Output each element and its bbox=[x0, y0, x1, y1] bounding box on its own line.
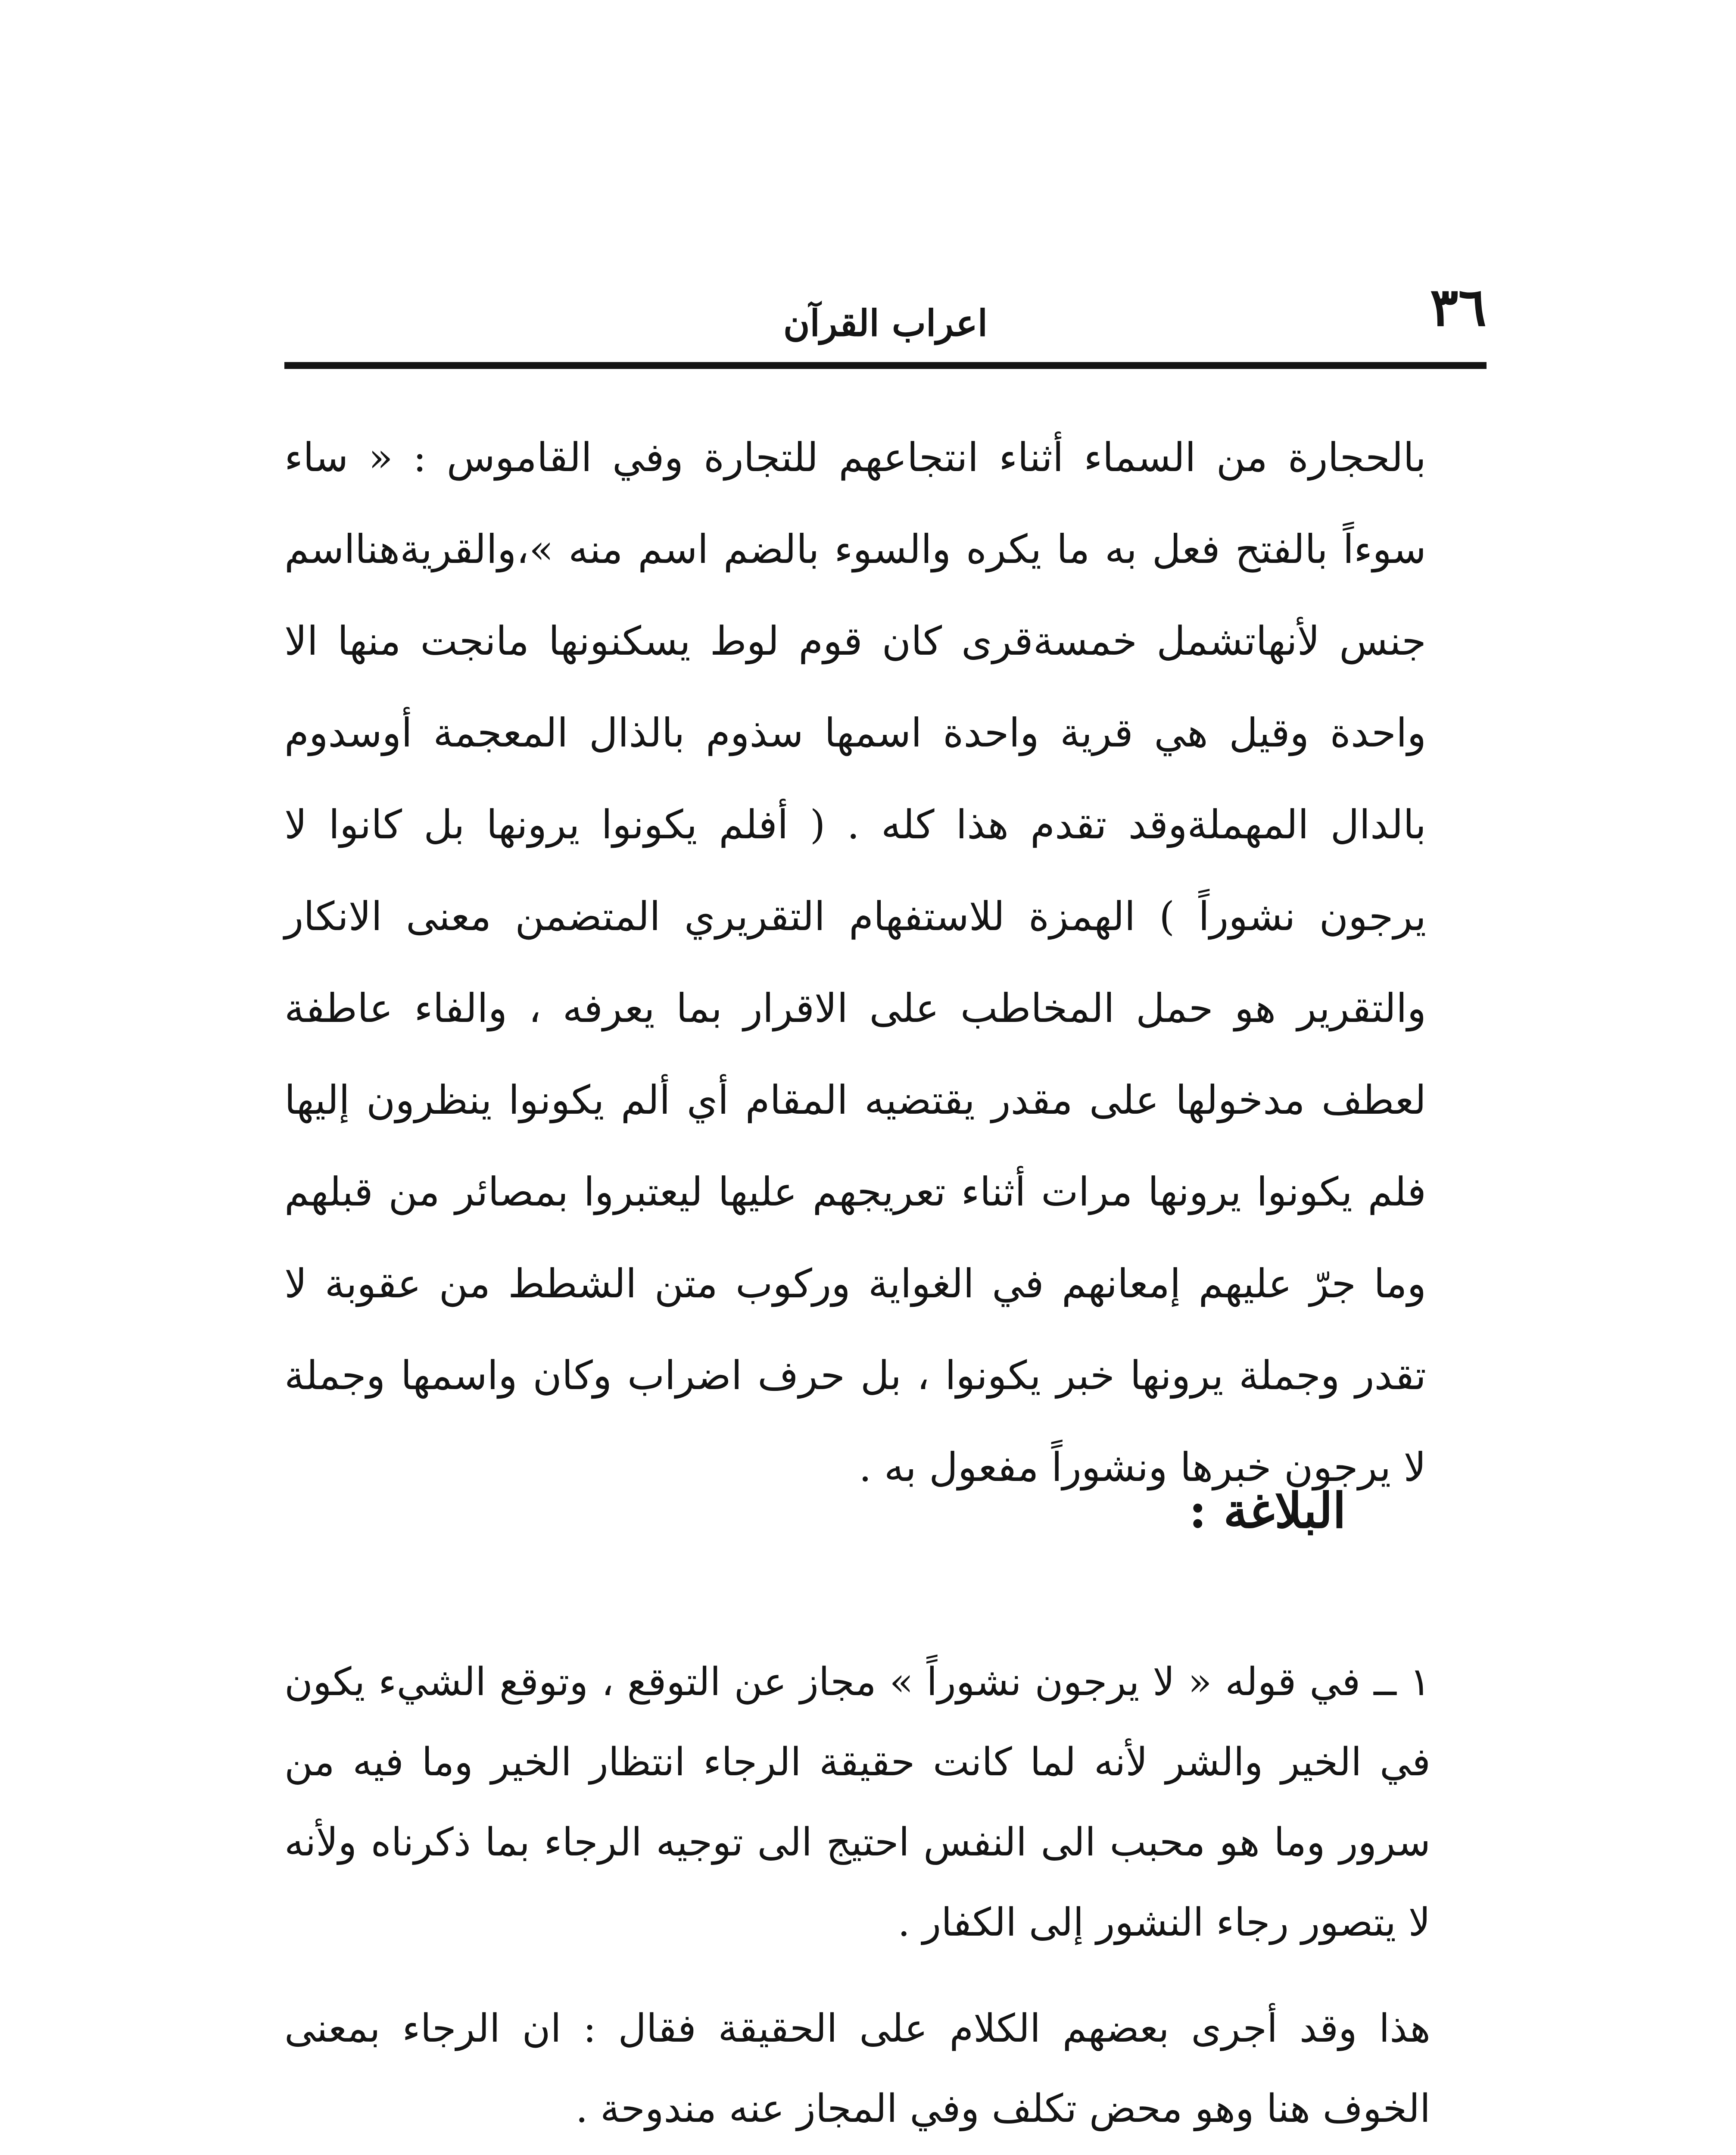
main-text-block bbox=[284, 412, 1426, 1513]
page-header bbox=[284, 259, 1487, 371]
section-heading: البلاغة : bbox=[1189, 1483, 1346, 1539]
page-number: ٣٦ bbox=[1430, 276, 1487, 338]
main-paragraph: بالحجارة من السماء أثناء انتجاعهم للتجارة وفي القاموس : « ساء سوءاً بالفتح فعل به ما يكره والسوء بالضم اسم منه »،والقريةهنااسم جنس لأنهاتشمل خمسةقرى كان قوم لوط يسكنونها مانجت منها الا واحدة وقيل هي قرية واحدة اسمها سذوم بالذال المعجمة أوسدوم بالدال المهملةوقد تقدم هذا كله . ( أفلم يكونوا يرونها بل كانوا لا يرجون نشوراً ) الهمزة للاستفهام التقريري المتضمن معنى الانكار والتقرير هو حمل المخاطب على الاقرار بما يعرفه ، والفاء عاطفة لعطف مدخولها على مقدر يقتضيه المقام أي ألم يكونوا ينظرون إليها فلم يكونوا يرونها مرات أثناء تعريجهم عليها ليعتبروا بمصائر من قبلهم وما جرّ عليهم إمعانهم في الغواية وركوب متن الشطط من عقوبة لا تقدر وجملة يرونها خبر يكونوا ، بل حرف اضراب وكان واسمها وجملة لا يرجون خبرها ونشوراً مفعول به . bbox=[284, 434, 1426, 1490]
rhetoric-item-1: ١ ــ في قوله « لا يرجون نشوراً » مجاز عن التوقع ، وتوقع الشيء يكون في الخير والشر لأنه لما كانت حقيقة الرجاء انتظار الخير وما فيه من سرور وما هو محبب الى النفس احتيج الى توجيه الرجاء بما ذكرناه ولأنه لا يتصور رجاء النشور إلى الكفار . bbox=[284, 1659, 1431, 1945]
rhetoric-section bbox=[284, 1642, 1431, 2155]
running-title: اعراب القرآن bbox=[783, 302, 988, 344]
rhetoric-item-1-note: هذا وقد أجرى بعضهم الكلام على الحقيقة فقال : ان الرجاء بمعنى الخوف هنا وهو محض تكلف وفي المجاز عنه مندوحة . bbox=[284, 2006, 1431, 2131]
header-rule bbox=[284, 362, 1487, 369]
